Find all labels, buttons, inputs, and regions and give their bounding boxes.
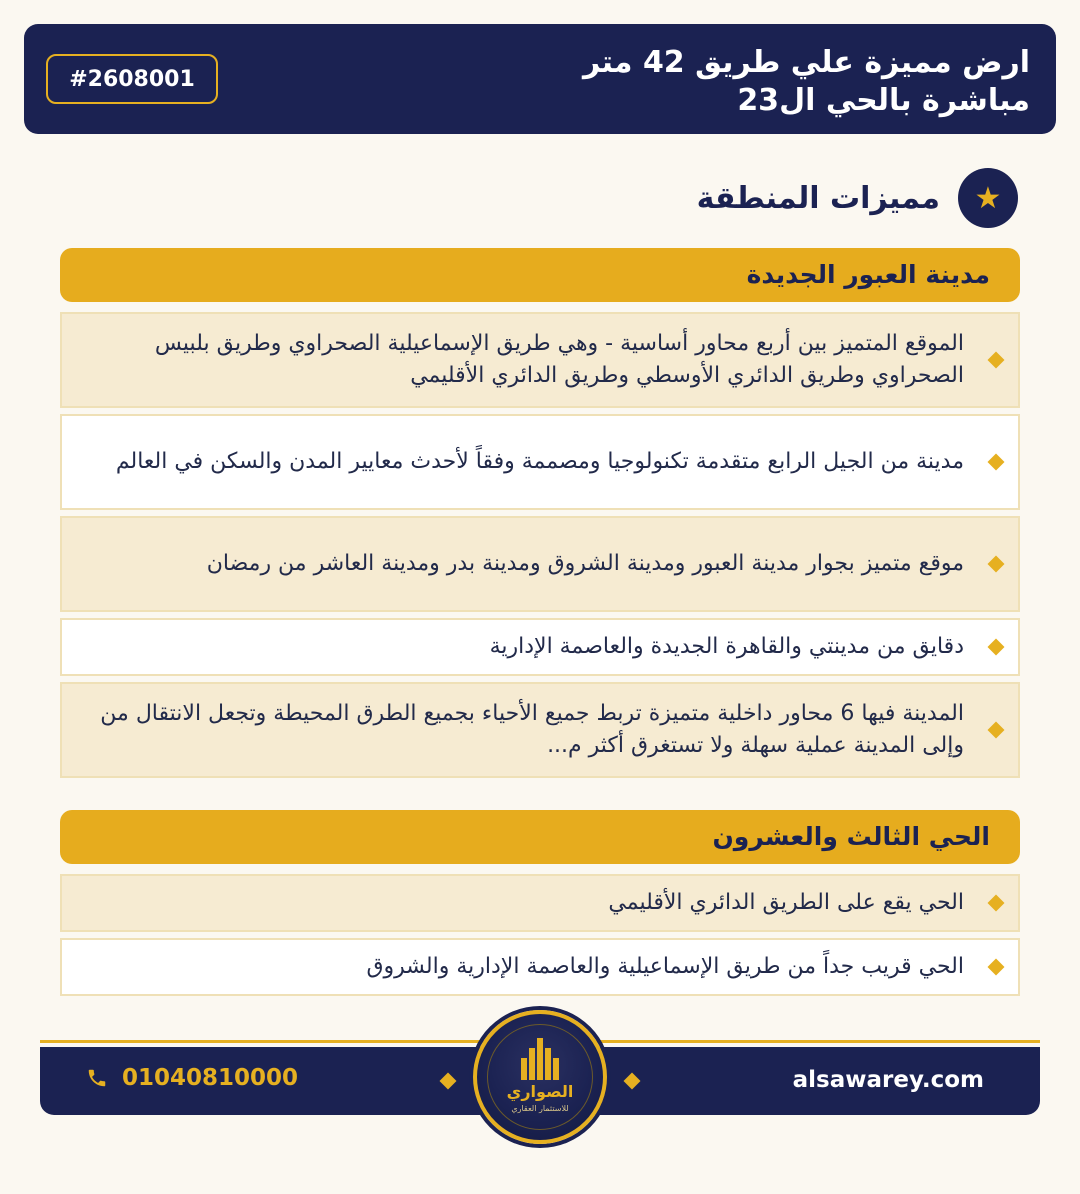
list-item: [60, 874, 1020, 932]
group-title-obour: مدينة العبور الجديدة: [60, 248, 1020, 302]
section-header: [697, 168, 1018, 228]
diamond-bullet-icon: [988, 959, 1005, 976]
diamond-bullet-icon: [988, 454, 1005, 471]
group-title-district-23: الحي الثالث والعشرون: [60, 810, 1020, 864]
list-item: [60, 938, 1020, 996]
item-text: دقايق من مدينتي والقاهرة الجديدة والعاصمة الإدارية: [489, 634, 964, 659]
header-banner: [24, 24, 1056, 134]
list-item: [60, 414, 1020, 510]
list-item: [60, 682, 1020, 778]
diamond-bullet-icon: [988, 895, 1005, 912]
company-logo: [473, 1010, 607, 1144]
phone-contact[interactable]: [84, 1065, 298, 1091]
list-item: [60, 312, 1020, 408]
diamond-bullet-icon: [988, 722, 1005, 739]
logo-name: الصواري: [506, 1082, 574, 1101]
list-item: [60, 618, 1020, 676]
diamond-ornament-icon: [440, 1073, 457, 1090]
phone-icon: [84, 1065, 110, 1091]
list-item: [60, 516, 1020, 612]
buildings-icon: [517, 1036, 563, 1082]
section-title: مميزات المنطقة: [696, 180, 940, 216]
diamond-bullet-icon: [988, 639, 1005, 656]
listing-code-badge: #2608001: [46, 54, 218, 104]
logo-subtitle: للاستثمار العقاري: [511, 1104, 569, 1113]
item-text: مدينة من الجيل الرابع متقدمة تكنولوجيا ومصممة وفقاً لأحدث معايير المدن والسكن في العالم: [115, 449, 964, 474]
item-text: المدينة فيها 6 محاور داخلية متميزة تربط جميع الأحياء بجميع الطرق المحيطة وتجعل الانتقال من وإلى المدينة عملية سهلة ولا تستغرق أكثر م...: [100, 701, 964, 758]
item-text: موقع متميز بجوار مدينة العبور ومدينة الشروق ومدينة بدر ومدينة العاشر من رمضان: [206, 551, 964, 576]
diamond-bullet-icon: [988, 352, 1005, 369]
diamond-ornament-icon: [624, 1073, 641, 1090]
item-text: الموقع المتميز بين أربع محاور أساسية - وهي طريق الإسماعيلية الصحراوي وطريق بلبيس الصحراوي وطريق الدائري الأوسطي وطريق الدائري الأقليمي: [154, 331, 964, 388]
item-text: الحي يقع على الطريق الدائري الأقليمي: [608, 890, 964, 915]
page-title: ارض مميزة علي طريق 42 متر مباشرة بالحي ال23: [583, 45, 1030, 118]
website-link[interactable]: alsawarey.com: [792, 1067, 984, 1093]
diamond-bullet-icon: [988, 556, 1005, 573]
phone-number: 01040810000: [122, 1065, 299, 1091]
item-text: الحي قريب جداً من طريق الإسماعيلية والعاصمة الإدارية والشروق: [366, 954, 964, 979]
star-icon: ★: [958, 168, 1018, 228]
